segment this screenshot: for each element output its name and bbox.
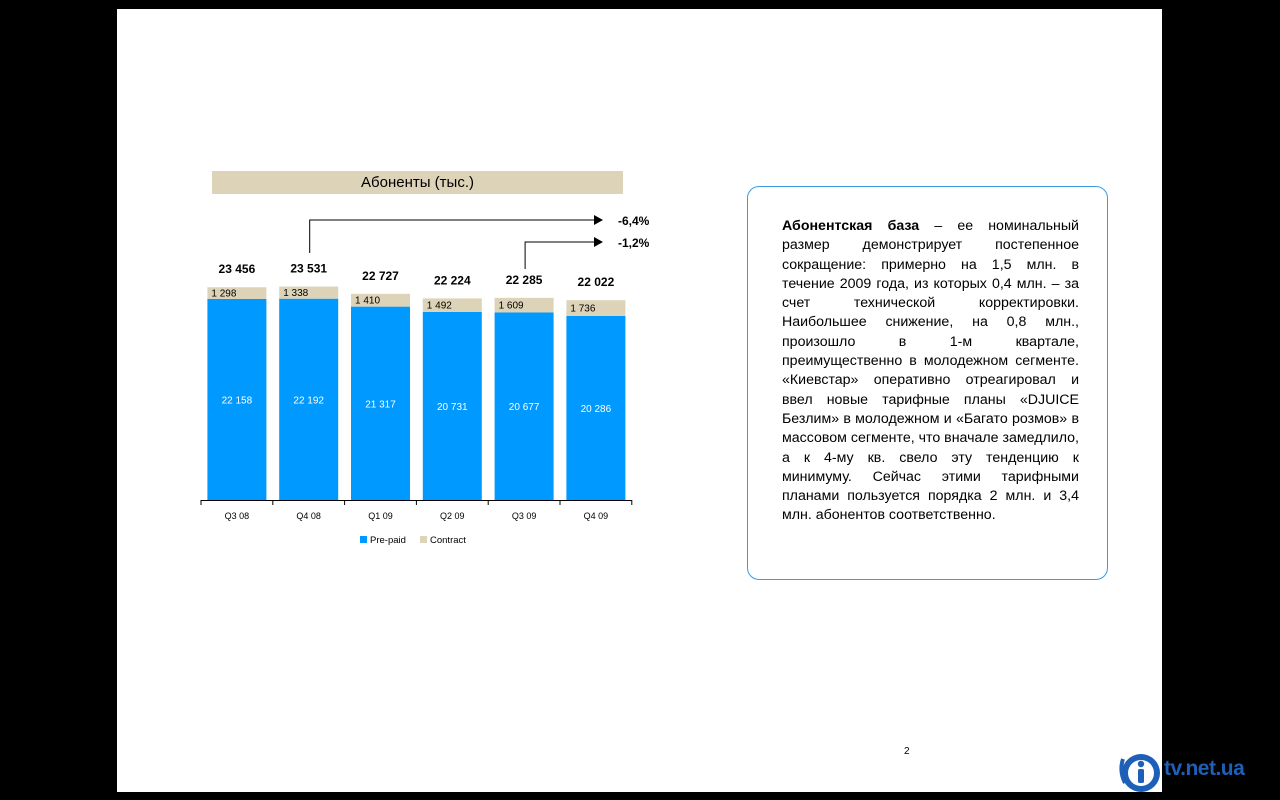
x-tick-label: Q3 08: [224, 511, 250, 521]
page-number: 2: [904, 746, 910, 757]
logo-text: tv.net.ua: [1164, 757, 1245, 780]
legend-label: Pre-paid: [370, 535, 406, 546]
contract-value-label: 1 338: [283, 288, 309, 300]
commentary-lead: Абонентская база: [782, 218, 920, 234]
total-value-label: 22 727: [362, 268, 399, 283]
contract-value-label: 1 410: [355, 295, 381, 307]
prepaid-value-label: 21 317: [365, 399, 396, 411]
commentary-box: [747, 186, 1108, 580]
x-tick-label: Q4 09: [583, 511, 609, 521]
prepaid-value-label: 20 731: [437, 401, 468, 413]
contract-value-label: 1 492: [426, 300, 452, 312]
x-tick-label: Q3 09: [511, 511, 537, 521]
legend-label: Contract: [430, 535, 466, 546]
legend-swatch: [360, 536, 367, 543]
commentary-body: – ее номинальный размер демонстрирует постепенное сокращение: примерно на 1,5 млн. в течение 2009 года, из которых 0,4 млн. – за счет технической корректировки. Наибольшее снижение, на 0,8 млн., произошло в 1-м квартале, преимущественно в молодежном сегменте. «Киевстар» оперативно отреагировал и ввел новые тарифные планы «DJUICE Безлим» в молодежном и «Багато розмов» в массовом сегменте, что вначале замедлило, а к 4-му кв. свело эту тенденцию к минимуму. Сейчас этими тарифными планами пользуется порядка 2 млн. и 3,4 млн. абонентов соответственно.: [782, 218, 1079, 524]
slide: [117, 9, 1162, 792]
growth-arrow-line: [310, 220, 595, 253]
growth-arrow-head: [594, 237, 603, 247]
prepaid-value-label: 20 677: [508, 402, 540, 414]
x-tick-label: Q4 08: [296, 511, 321, 521]
total-value-label: 22 285: [505, 272, 543, 287]
site-logo: [1117, 749, 1267, 793]
info-person-icon: [1117, 749, 1163, 793]
prepaid-value-label: 20 286: [580, 403, 612, 415]
commentary-text: [782, 217, 1079, 526]
x-tick-label: Q2 09: [440, 511, 465, 521]
legend-swatch: [420, 536, 427, 543]
contract-value-label: 1 609: [498, 300, 524, 312]
growth-arrow-head: [594, 215, 603, 225]
prepaid-value-label: 22 158: [221, 395, 253, 407]
total-value-label: 23 456: [218, 262, 256, 277]
total-value-label: 23 531: [290, 261, 328, 276]
prepaid-value-label: 22 192: [293, 395, 324, 407]
chart-title: Абоненты (тыс.): [212, 171, 623, 194]
growth-arrow-line: [525, 242, 595, 269]
contract-value-label: 1 298: [211, 288, 237, 300]
total-value-label: 22 224: [433, 273, 471, 288]
contract-value-label: 1 736: [570, 303, 596, 315]
growth-annotation-label: -1,2%: [618, 236, 650, 250]
total-value-label: 22 022: [577, 275, 615, 290]
x-tick-label: Q1 09: [368, 511, 393, 521]
growth-annotation-label: -6,4%: [618, 214, 650, 228]
